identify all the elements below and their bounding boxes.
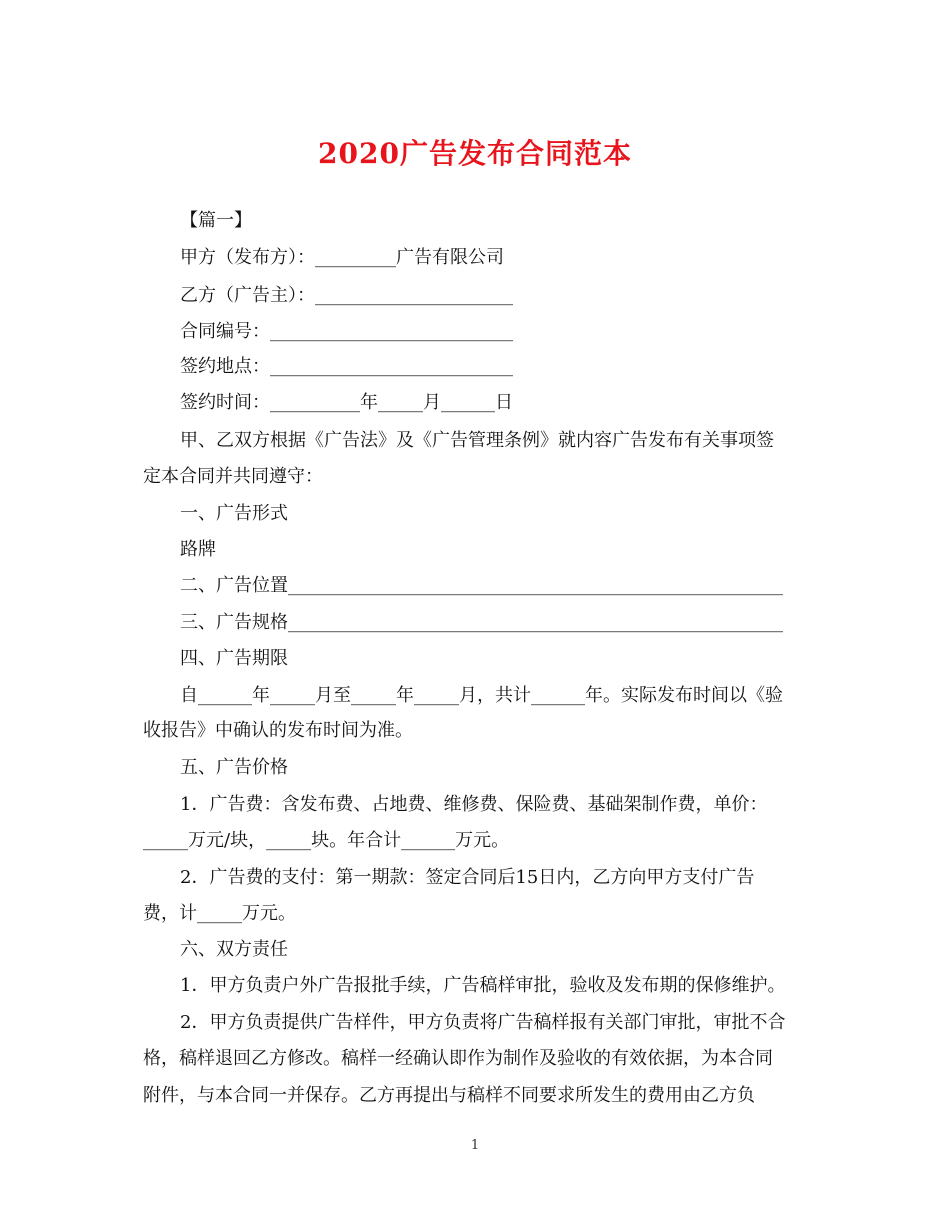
signing-date-line: 签约时间：__________年_____月______日: [180, 392, 513, 413]
paragraph-line: 自______年_____月至_____年_____月，共计______年。实际发布时间以《验: [180, 685, 783, 706]
party-a-line: 甲方（发布方）：_________广告有限公司: [180, 247, 504, 268]
page-number: 1: [470, 1138, 480, 1153]
heading-ad-period: 四、广告期限: [180, 648, 288, 669]
paragraph-line: 1．甲方负责户外广告报批手续，广告稿样审批，验收及发布期的保修维护。: [180, 975, 786, 996]
signing-location-line: 签约地点：___________________________: [180, 356, 513, 377]
paragraph-line: 定本合同并共同遵守：: [143, 466, 323, 487]
paragraph-line: 2．广告费的支付：第一期款：签定合同后15日内，乙方向甲方支付广告: [180, 867, 755, 888]
paragraph-line: 费，计_____万元。: [143, 903, 296, 924]
paragraph-line: 格，稿样退回乙方修改。稿样一经确认即作为制作及验收的有效依据，为本合同: [143, 1048, 773, 1069]
paragraph-line: 2．甲方负责提供广告样件，甲方负责将广告稿样报有关部门审批，审批不合: [180, 1012, 786, 1033]
heading-ad-spec: 三、广告规格_______________________________________________________: [180, 612, 783, 633]
heading-responsibilities: 六、双方责任: [180, 939, 288, 960]
paragraph-line: 1．广告费：含发布费、占地费、维修费、保险费、基础架制作费，单价：: [180, 794, 768, 815]
paragraph-line: _____万元/块，_____块。年合计______万元。: [143, 830, 510, 851]
heading-ad-location: 二、广告位置_______________________________________________________: [180, 575, 783, 596]
paragraph-line: 收报告》中确认的发布时间为准。: [143, 720, 413, 741]
paragraph-line: 附件，与本合同一并保存。乙方再提出与稿样不同要求所发生的费用由乙方负: [143, 1085, 755, 1106]
party-b-line: 乙方（广告主）：______________________: [180, 285, 513, 306]
section-label: 【篇一】: [180, 210, 252, 231]
document-title: 2020广告发布合同范本: [318, 137, 632, 170]
heading-ad-form: 一、广告形式: [180, 503, 288, 524]
paragraph-line: 甲、乙双方根据《广告法》及《广告管理条例》就内容广告发布有关事项签: [180, 430, 774, 451]
heading-ad-price: 五、广告价格: [180, 757, 288, 778]
paragraph-line: 路牌: [180, 539, 216, 560]
contract-number-line: 合同编号：___________________________: [180, 321, 513, 342]
